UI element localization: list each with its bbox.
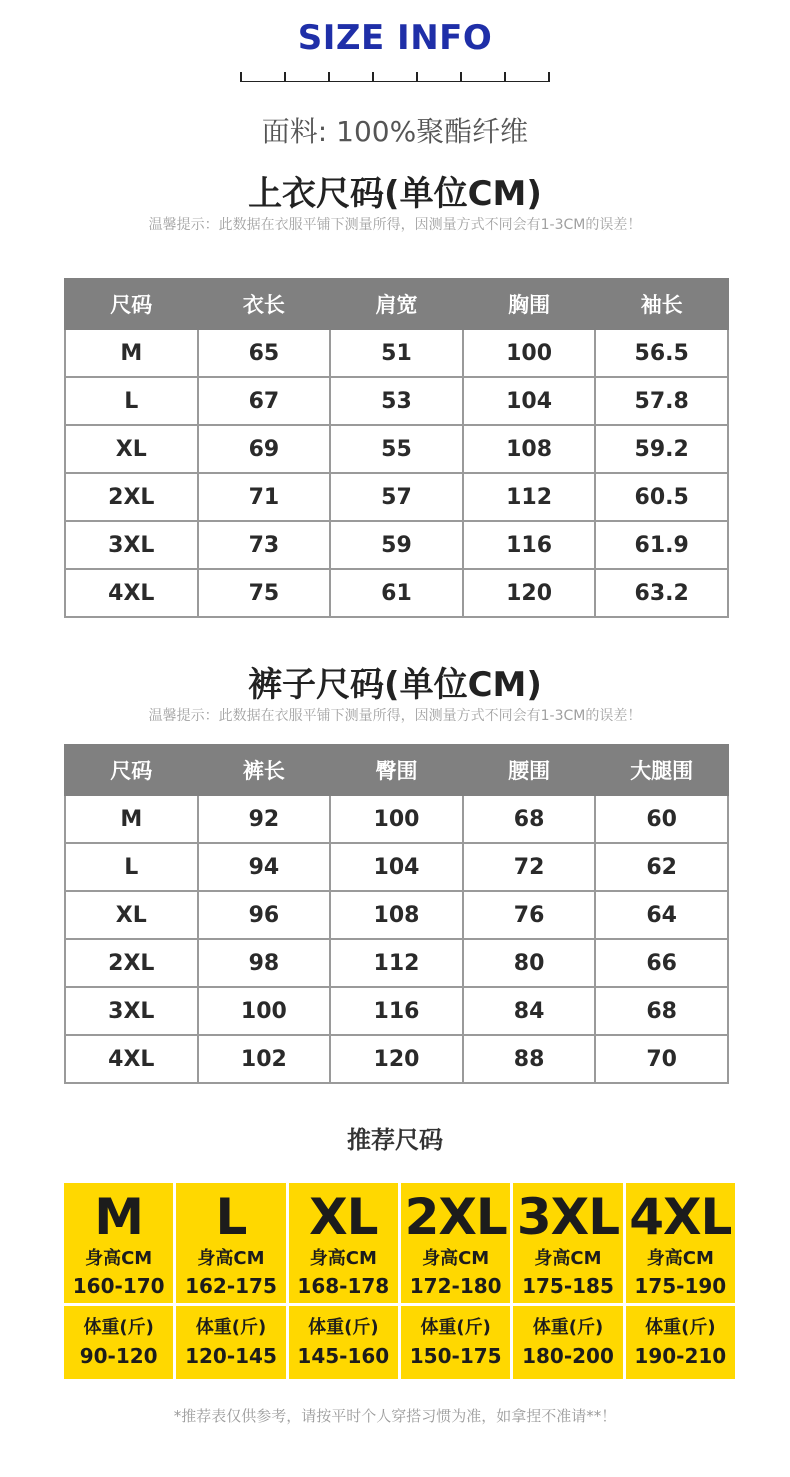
table-cell: 60: [595, 795, 728, 843]
table-cell: 73: [198, 521, 331, 569]
table-row: [65, 795, 728, 843]
table-row: [65, 425, 728, 473]
height-range: 175-190: [634, 1274, 727, 1298]
column-header: 衣长: [198, 279, 331, 329]
height-label: 身高CM: [646, 1248, 714, 1269]
height-label: 身高CM: [309, 1248, 377, 1269]
table-cell: 102: [198, 1035, 331, 1083]
table-cell: 3XL: [65, 987, 198, 1035]
table-cell: 120: [463, 569, 596, 617]
height-label: 身高CM: [197, 1248, 265, 1269]
height-range: 168-178: [297, 1274, 390, 1298]
table-cell: 112: [330, 939, 463, 987]
table-cell: 66: [595, 939, 728, 987]
table-cell: 88: [463, 1035, 596, 1083]
recommend-weight-card: [64, 1306, 173, 1379]
table-cell: 2XL: [65, 939, 198, 987]
pants-size-title: 裤子尺码(单位CM): [248, 665, 542, 705]
page-title: SIZE INFO: [297, 18, 493, 58]
column-header: 臀围: [330, 745, 463, 795]
table-cell: 57: [330, 473, 463, 521]
table-row: [65, 1035, 728, 1083]
table-cell: M: [65, 795, 198, 843]
table-cell: 59: [330, 521, 463, 569]
table-cell: 60.5: [595, 473, 728, 521]
weight-range: 120-145: [185, 1343, 277, 1368]
recommend-weight-card: [513, 1306, 622, 1379]
table-cell: 65: [198, 329, 331, 377]
table-cell: 112: [463, 473, 596, 521]
table-cell: 120: [330, 1035, 463, 1083]
recommend-size: XL: [309, 1188, 378, 1246]
column-header: 腰围: [463, 745, 596, 795]
weight-label: 体重(斤): [195, 1316, 267, 1338]
table-cell: 100: [198, 987, 331, 1035]
table-row: [65, 329, 728, 377]
table-row: [65, 377, 728, 425]
column-header: 胸围: [463, 279, 596, 329]
recommend-size: 4XL: [629, 1188, 732, 1246]
top-size-tip: 温馨提示：此数据在衣服平铺下测量所得，因测量方式不同会有1-3CM的误差！: [148, 217, 642, 233]
table-cell: 61: [330, 569, 463, 617]
recommend-size: M: [94, 1188, 144, 1246]
height-range: 162-175: [185, 1274, 277, 1298]
table-cell: 104: [463, 377, 596, 425]
table-cell: 57.8: [595, 377, 728, 425]
weight-range: 150-175: [409, 1343, 502, 1368]
table-cell: 2XL: [65, 473, 198, 521]
table-cell: 96: [198, 891, 331, 939]
weight-label: 体重(斤): [83, 1316, 154, 1338]
height-label: 身高CM: [534, 1248, 602, 1269]
table-cell: 108: [330, 891, 463, 939]
recommend-size: L: [215, 1188, 247, 1246]
recommend-weight-card: [176, 1306, 285, 1379]
table-cell: 104: [330, 843, 463, 891]
height-range: 160-170: [72, 1274, 165, 1298]
height-label: 身高CM: [85, 1248, 153, 1269]
table-cell: 116: [330, 987, 463, 1035]
table-cell: 4XL: [65, 569, 198, 617]
table-cell: 94: [198, 843, 331, 891]
recommend-weight-card: [626, 1306, 735, 1379]
table-cell: M: [65, 329, 198, 377]
recommend-height-card: [176, 1183, 285, 1303]
table-cell: 62: [595, 843, 728, 891]
table-row: [65, 939, 728, 987]
top-size-table: [64, 278, 729, 618]
recommend-grid: [64, 1183, 735, 1379]
table-row: [65, 987, 728, 1035]
weight-range: 180-200: [522, 1343, 614, 1368]
column-header: 大腿围: [595, 745, 728, 795]
weight-label: 体重(斤): [532, 1316, 604, 1338]
table-cell: 55: [330, 425, 463, 473]
table-cell: XL: [65, 891, 198, 939]
table-cell: 3XL: [65, 521, 198, 569]
fabric-info: 面料: 100%聚酯纤维: [261, 115, 529, 148]
weight-range: 190-210: [634, 1343, 727, 1368]
table-row: [65, 843, 728, 891]
table-cell: 76: [463, 891, 596, 939]
column-header: 裤长: [198, 745, 331, 795]
recommend-size: 2XL: [404, 1188, 507, 1246]
recommend-weight-card: [289, 1306, 398, 1379]
weight-label: 体重(斤): [645, 1316, 716, 1338]
recommend-size: 3XL: [516, 1188, 620, 1246]
table-cell: 68: [595, 987, 728, 1035]
table-header-row: [65, 279, 728, 329]
table-cell: 51: [330, 329, 463, 377]
footnote: *推荐表仅供参考，请按平时个人穿搭习惯为准，如拿捏不准请**！: [173, 1407, 617, 1425]
table-cell: 100: [330, 795, 463, 843]
recommend-height-card: [626, 1183, 735, 1303]
table-cell: 98: [198, 939, 331, 987]
table-header-row: [65, 745, 728, 795]
table-cell: 71: [198, 473, 331, 521]
weight-range: 90-120: [79, 1343, 158, 1368]
table-cell: 92: [198, 795, 331, 843]
ruler-decoration: [240, 68, 550, 82]
table-cell: 63.2: [595, 569, 728, 617]
pants-size-table: [64, 744, 729, 1084]
table-cell: 53: [330, 377, 463, 425]
column-header: 肩宽: [330, 279, 463, 329]
table-cell: 64: [595, 891, 728, 939]
table-cell: 116: [463, 521, 596, 569]
recommend-height-card: [513, 1183, 622, 1303]
table-cell: XL: [65, 425, 198, 473]
recommend-height-card: [289, 1183, 398, 1303]
table-cell: 100: [463, 329, 596, 377]
table-cell: 59.2: [595, 425, 728, 473]
pants-size-tip: 温馨提示：此数据在衣服平铺下测量所得，因测量方式不同会有1-3CM的误差！: [148, 708, 642, 724]
table-cell: 70: [595, 1035, 728, 1083]
recommend-height-card: [401, 1183, 510, 1303]
table-row: [65, 473, 728, 521]
table-row: [65, 891, 728, 939]
table-cell: 69: [198, 425, 331, 473]
table-cell: 67: [198, 377, 331, 425]
table-cell: 56.5: [595, 329, 728, 377]
table-cell: 72: [463, 843, 596, 891]
column-header: 尺码: [65, 279, 198, 329]
top-size-title: 上衣尺码(单位CM): [248, 174, 542, 214]
table-cell: L: [65, 377, 198, 425]
height-range: 172-180: [409, 1274, 502, 1298]
table-cell: 75: [198, 569, 331, 617]
height-range: 175-185: [522, 1274, 614, 1298]
table-cell: 61.9: [595, 521, 728, 569]
height-label: 身高CM: [422, 1248, 490, 1269]
recommend-height-card: [64, 1183, 173, 1303]
column-header: 尺码: [65, 745, 198, 795]
table-cell: L: [65, 843, 198, 891]
table-cell: 80: [463, 939, 596, 987]
weight-label: 体重(斤): [308, 1316, 379, 1338]
weight-range: 145-160: [297, 1343, 390, 1368]
table-row: [65, 569, 728, 617]
table-cell: 4XL: [65, 1035, 198, 1083]
table-cell: 108: [463, 425, 596, 473]
recommend-weight-card: [401, 1306, 510, 1379]
table-cell: 68: [463, 795, 596, 843]
table-cell: 84: [463, 987, 596, 1035]
column-header: 袖长: [595, 279, 728, 329]
weight-label: 体重(斤): [420, 1316, 491, 1338]
table-row: [65, 521, 728, 569]
recommend-title: 推荐尺码: [347, 1126, 443, 1154]
